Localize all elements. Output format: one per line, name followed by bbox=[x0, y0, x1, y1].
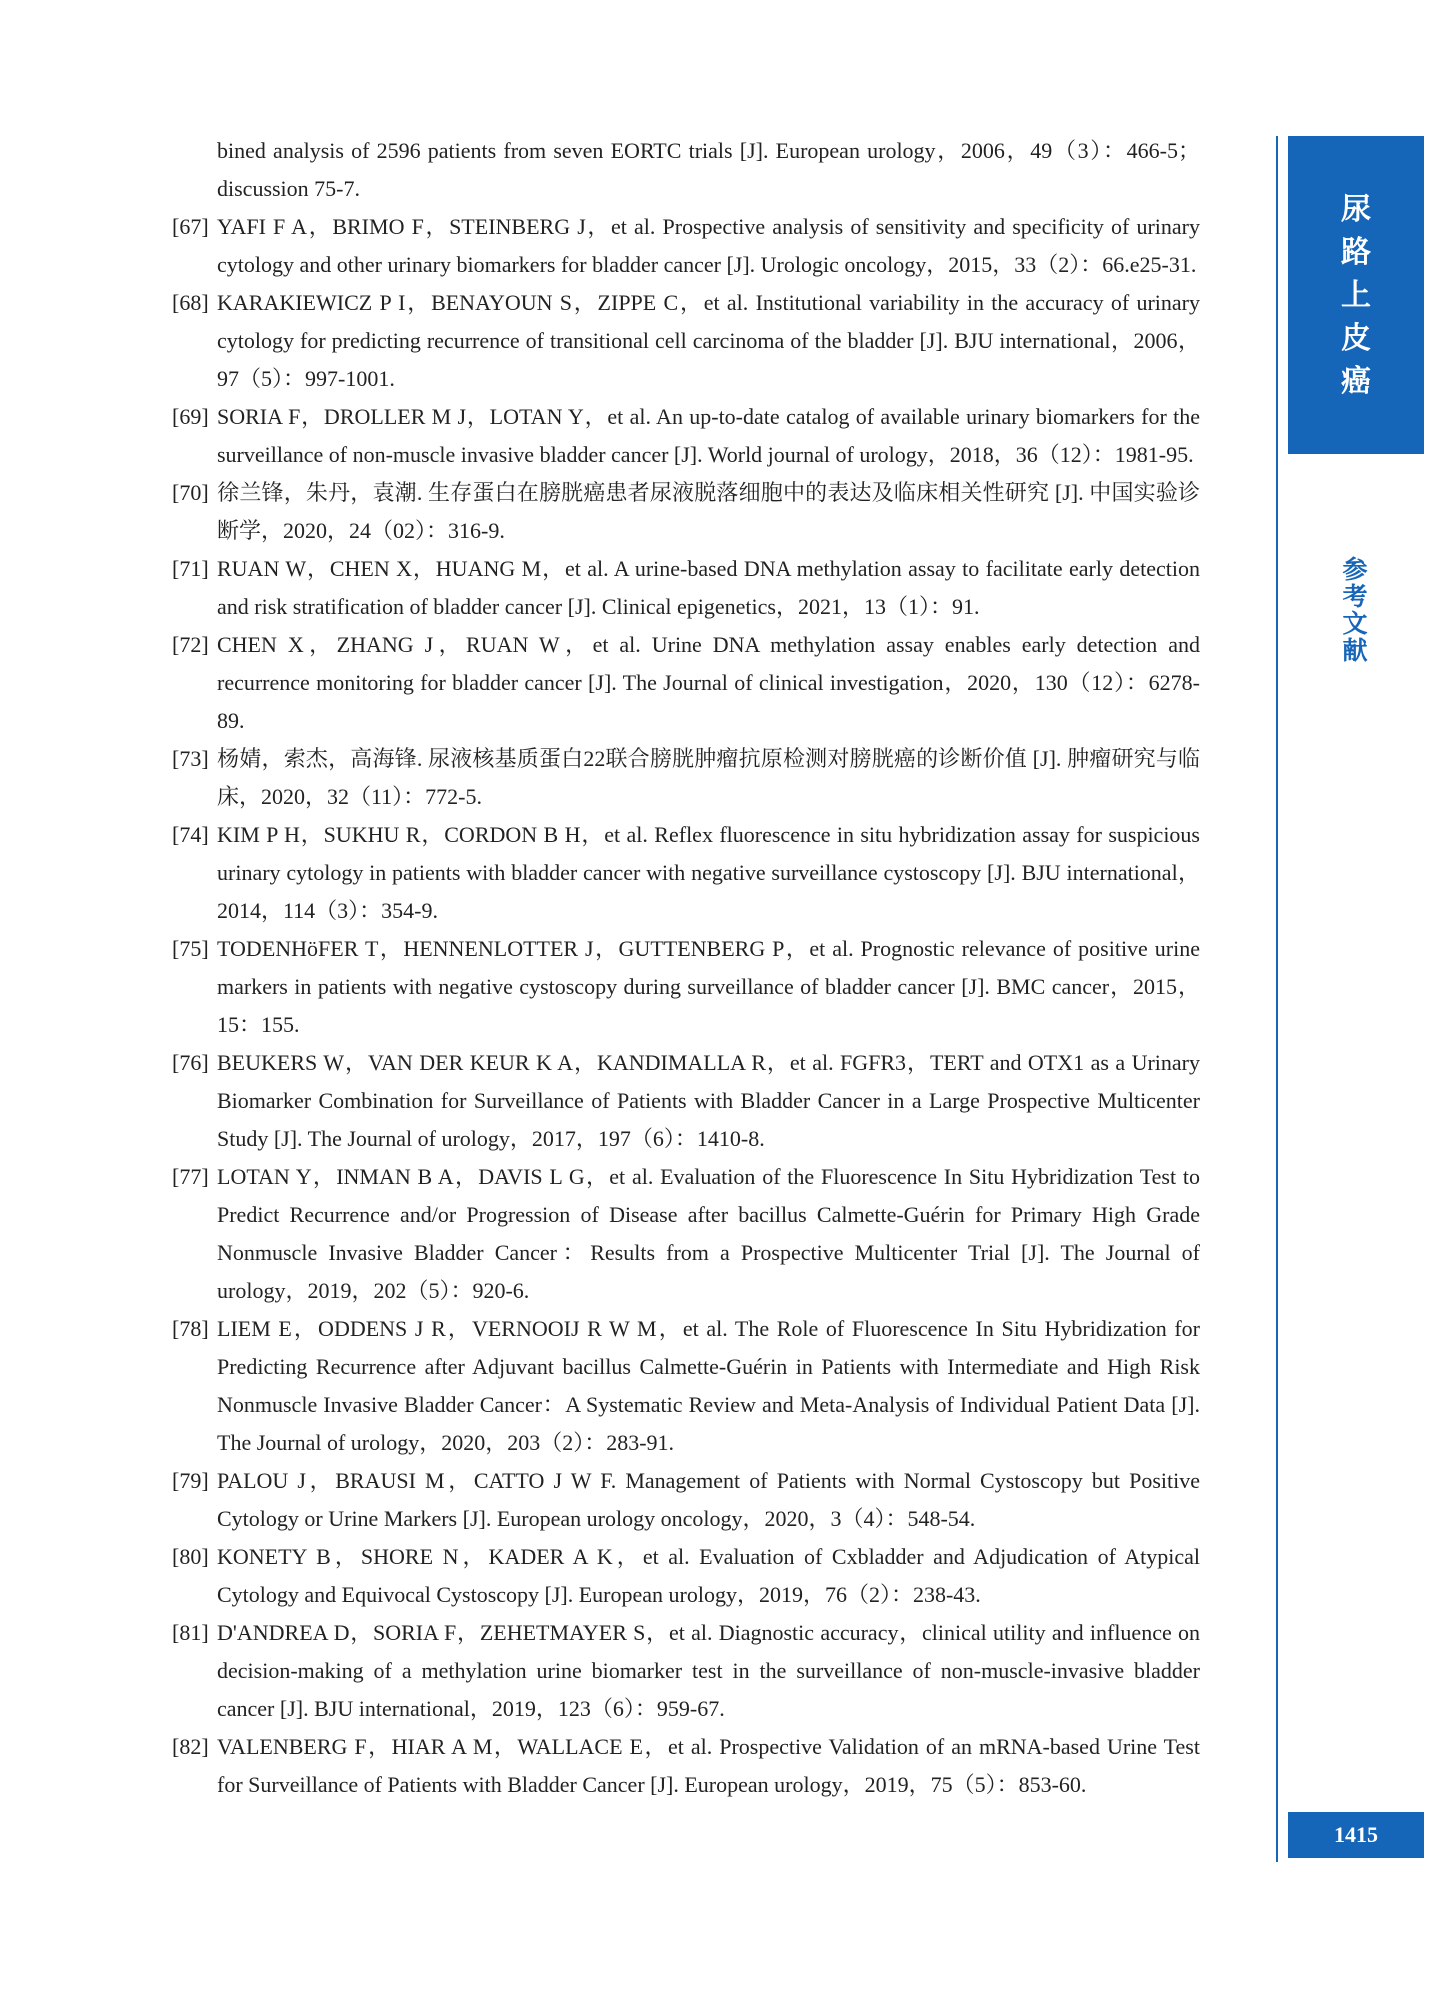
reference-text: LIEM E，ODDENS J R，VERNOOIJ R W M，et al. The Role of Fluorescence In Situ Hybridization for Predicting Recurrence after Adjuvant bacillus Calmette-Guérin in Patients with Intermediate and High Risk Nonmuscle Invasive Bladder Cancer：A Systematic Review and Meta-Analysis of Individual Patient Data [J]. The Journal of urology，2020，203（2）：283-91. bbox=[217, 1316, 1200, 1455]
reference-number: [81] bbox=[172, 1620, 209, 1645]
page-number: 1415 bbox=[1288, 1812, 1424, 1858]
reference-entry bbox=[172, 930, 1200, 1044]
reference-number: [82] bbox=[172, 1734, 209, 1759]
chapter-tab-char: 路 bbox=[1341, 234, 1371, 270]
reference-number: [67] bbox=[172, 214, 209, 239]
section-label-char: 考 bbox=[1342, 582, 1368, 611]
reference-text: SORIA F，DROLLER M J，LOTAN Y，et al. An up-to-date catalog of available urinary biomarkers for the surveillance of non-muscle invasive bladder cancer [J]. World journal of urology，2018，36（12）：1981-95. bbox=[217, 404, 1200, 467]
reference-number: [80] bbox=[172, 1544, 209, 1569]
reference-text: KONETY B，SHORE N，KADER A K，et al. Evaluation of Cxbladder and Adjudication of Atypical Cytology and Equivocal Cystoscopy [J]. European urology，2019，76（2）：238-43. bbox=[217, 1544, 1200, 1607]
section-label-char: 文 bbox=[1342, 609, 1368, 638]
reference-entry bbox=[172, 398, 1200, 474]
reference-entry bbox=[172, 626, 1200, 740]
reference-entry bbox=[172, 1538, 1200, 1614]
chapter-tab-char: 癌 bbox=[1341, 363, 1371, 399]
reference-text: 徐兰锋，朱丹，袁潮. 生存蛋白在膀胱癌患者尿液脱落细胞中的表达及临床相关性研究 [J]. 中国实验诊断学，2020，24（02）：316-9. bbox=[217, 480, 1200, 543]
reference-number: [72] bbox=[172, 632, 209, 657]
reference-entry bbox=[172, 132, 1200, 208]
reference-text: KIM P H，SUKHU R，CORDON B H，et al. Reflex fluorescence in situ hybridization assay for suspicious urinary cytology in patients with bladder cancer with negative surveillance cystoscopy [J]. BJU international，2014，114（3）：354-9. bbox=[217, 822, 1200, 923]
chapter-tab bbox=[1288, 136, 1424, 454]
reference-text: RUAN W，CHEN X，HUANG M，et al. A urine-based DNA methylation assay to facilitate early detection and risk stratification of bladder cancer [J]. Clinical epigenetics，2021，13（1）：91. bbox=[217, 556, 1200, 619]
reference-text: bined analysis of 2596 patients from seven EORTC trials [J]. European urology，2006，49（3）：466-5；discussion 75-7. bbox=[217, 138, 1200, 201]
reference-entry bbox=[172, 1158, 1200, 1310]
reference-number: [68] bbox=[172, 290, 209, 315]
section-label-references bbox=[1330, 556, 1380, 664]
reference-number: [69] bbox=[172, 404, 209, 429]
reference-entry bbox=[172, 1310, 1200, 1462]
reference-text: LOTAN Y，INMAN B A，DAVIS L G，et al. Evaluation of the Fluorescence In Situ Hybridization Test to Predict Recurrence and/or Progression of Disease after bacillus Calmette-Guérin for Primary High Grade Nonmuscle Invasive Bladder Cancer：Results from a Prospective Multicenter Trial [J]. The Journal of urology，2019，202（5）：920-6. bbox=[217, 1164, 1200, 1303]
reference-text: VALENBERG F，HIAR A M，WALLACE E，et al. Prospective Validation of an mRNA-based Urine Test for Surveillance of Patients with Bladder Cancer [J]. European urology，2019，75（5）：853-60. bbox=[217, 1734, 1200, 1797]
section-label-char: 参 bbox=[1342, 555, 1368, 584]
reference-entry bbox=[172, 1044, 1200, 1158]
reference-text: TODENHöFER T，HENNENLOTTER J，GUTTENBERG P，et al. Prognostic relevance of positive urine markers in patients with negative cystoscopy during surveillance of bladder cancer [J]. BMC cancer，2015，15：155. bbox=[217, 936, 1200, 1037]
reference-text: PALOU J，BRAUSI M，CATTO J W F. Management of Patients with Normal Cystoscopy but Positive Cytology or Urine Markers [J]. European urology oncology，2020，3（4）：548-54. bbox=[217, 1468, 1200, 1531]
reference-number: [71] bbox=[172, 556, 209, 581]
reference-number: [74] bbox=[172, 822, 209, 847]
reference-number: [76] bbox=[172, 1050, 209, 1075]
reference-entry bbox=[172, 1728, 1200, 1804]
reference-entry bbox=[172, 1614, 1200, 1728]
reference-text: 杨婧，索杰，高海锋. 尿液核基质蛋白22联合膀胱肿瘤抗原检测对膀胱癌的诊断价值 [J]. 肿瘤研究与临床，2020，32（11）：772-5. bbox=[217, 746, 1200, 809]
margin-divider-line bbox=[1276, 136, 1278, 1862]
reference-text: KARAKIEWICZ P I，BENAYOUN S，ZIPPE C，et al. Institutional variability in the accuracy of urinary cytology for predicting recurrence of transitional cell carcinoma of the bladder [J]. BJU international，2006，97（5）：997-1001. bbox=[217, 290, 1200, 391]
reference-entry bbox=[172, 816, 1200, 930]
chapter-tab-char: 皮 bbox=[1341, 320, 1371, 356]
reference-number: [78] bbox=[172, 1316, 209, 1341]
reference-number: [75] bbox=[172, 936, 209, 961]
reference-list bbox=[172, 132, 1200, 1804]
reference-number: [77] bbox=[172, 1164, 209, 1189]
reference-text: BEUKERS W，VAN DER KEUR K A，KANDIMALLA R，et al. FGFR3，TERT and OTX1 as a Urinary Biomarker Combination for Surveillance of Patients with Bladder Cancer in a Large Prospective Multicenter Study [J]. The Journal of urology，2017，197（6）：1410-8. bbox=[217, 1050, 1200, 1151]
reference-entry bbox=[172, 740, 1200, 816]
chapter-tab-char: 上 bbox=[1341, 277, 1371, 313]
reference-number: [70] bbox=[172, 480, 209, 505]
reference-entry bbox=[172, 1462, 1200, 1538]
reference-entry bbox=[172, 208, 1200, 284]
reference-entry bbox=[172, 284, 1200, 398]
reference-number: [79] bbox=[172, 1468, 209, 1493]
chapter-tab-char: 尿 bbox=[1341, 191, 1371, 227]
reference-text: YAFI F A，BRIMO F，STEINBERG J，et al. Prospective analysis of sensitivity and specificity of urinary cytology and other urinary biomarkers for bladder cancer [J]. Urologic oncology，2015，33（2）：66.e25-31. bbox=[217, 214, 1200, 277]
reference-text: CHEN X，ZHANG J，RUAN W，et al. Urine DNA methylation assay enables early detection and recurrence monitoring for bladder cancer [J]. The Journal of clinical investigation，2020，130（12）：6278-89. bbox=[217, 632, 1200, 733]
reference-entry bbox=[172, 550, 1200, 626]
reference-number: [73] bbox=[172, 746, 209, 771]
reference-text: D'ANDREA D，SORIA F，ZEHETMAYER S，et al. Diagnostic accuracy，clinical utility and influence on decision-making of a methylation urine biomarker test in the surveillance of non-muscle-invasive bladder cancer [J]. BJU international，2019，123（6）：959-67. bbox=[217, 1620, 1200, 1721]
reference-entry bbox=[172, 474, 1200, 550]
section-label-char: 献 bbox=[1342, 636, 1368, 665]
